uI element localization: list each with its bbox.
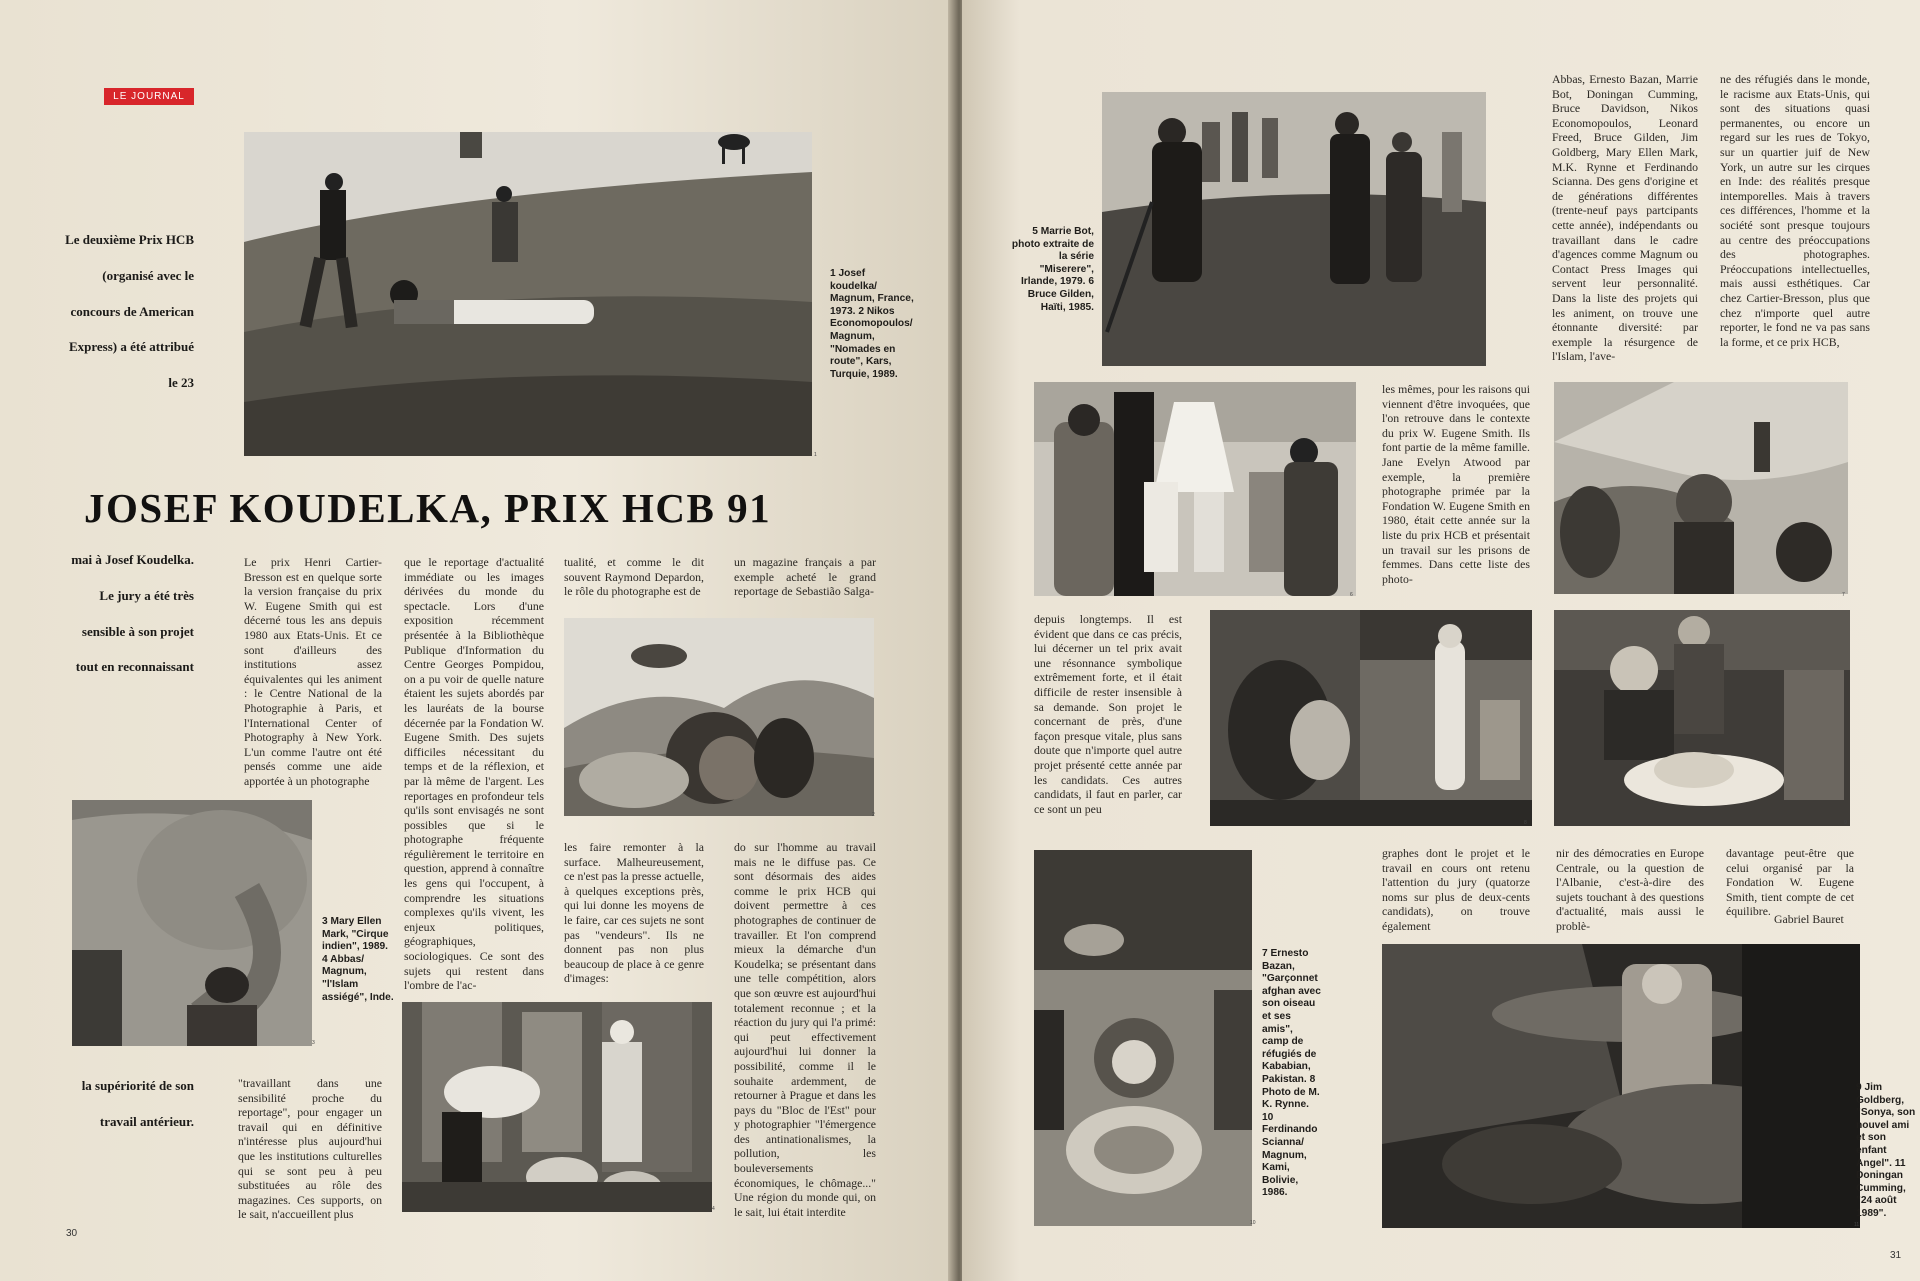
headline: JOSEF KOUDELKA, PRIX HCB 91 <box>84 485 772 531</box>
photo-garconnet-afghan <box>1554 382 1848 594</box>
photo-number: 4 <box>712 1206 715 1212</box>
photo-number: 10 <box>1250 1220 1256 1226</box>
article-column-10: nir des démocraties en Europe Centrale, ou la question de l'Albanie, c'est-à-dire des sujets touchant à des questions d'actualité, mais aussi le problè- <box>1556 846 1704 933</box>
pull-quote-2: mai à Josef Koudelka. Le jury a été très sensible à son projet tout en reconnaissant <box>71 552 194 675</box>
caption-photos-3-4: 3 Mary Ellen Mark, "Cirque indien", 1989. 4 Abbas/ Magnum, "l'Islam assiégé", Inde. <box>322 916 394 1003</box>
caption-photos-9-11: 9 Jim Goldberg, "Sonya, son nouvel ami et son enfant Angel". 11 Doningan Cumming, "24 août 1989". <box>1856 1082 1916 1219</box>
photo-number: 9 <box>1844 820 1847 826</box>
caption-photos-7-8-10: 7 Ernesto Bazan, "Garçonnet afghan avec son oiseau et ses amis", camp de réfugiés de Kababian, Pakistan. 8 Photo de M. K. Rynne. 10 Ferdinando Scianna/ Magnum, Kami, Bolivie, 1986. <box>1262 948 1321 1199</box>
caption-photos-1-2: 1 Josef koudelka/ Magnum, France, 1973. 2 Nikos Economopoulos/ Magnum, "Nomades en route", Kars, Turquie, 1989. <box>830 268 914 380</box>
article-column-1: Le prix Henri Cartier-Bresson est en quelque sorte la version française du prix W. Eugene Smith qui est décerné tous les ans depuis 1980 aux Etats-Unis. Et ce sont d'ailleurs des institutions assez équivalentes qui les animent : le Centre National de la Photographie à Paris, et l'International Center of Photography à New York. L'un comme l'autre ont été pensés comme une aide apportée à un photographe <box>244 555 382 788</box>
photo-cirque-indien <box>72 800 312 1046</box>
article-column-1-continued: "travaillant dans une sensibilité proche du reportage", pour engager un travail qui en définitive n'intéresse plus aujourd'hui que les institutions culturelles qui se sont peu à peu substituées au rôle des magazines. Ces supports, on le sait, n'accueillent plus <box>238 1076 382 1222</box>
article-column-4: un magazine français a par exemple acheté le grand reportage de Sebastião Salga- <box>734 555 876 599</box>
right-page <box>962 0 1920 1281</box>
page-number-right: 31 <box>1890 1250 1902 1261</box>
article-column-5: Abbas, Ernesto Bazan, Marrie Bot, Doningan Cumming, Bruce Davidson, Nikos Economopoulos, Leonard Freed, Bruce Gilden, Jim Goldberg, Mary Ellen Mark, M.K. Rynne et Ferdinando Scianna. Des gens d'origine et de générations différentes (trente-neuf pays partcipants cette année), indépendants ou travaillant dans le cadre d'agences comme Magnum ou Contact Press Images qui servent leur personnalité. Dans la liste des projets qui les animent, on trouve une étonnante diversité: par exemple la résurgence de l'Islam, l'ave- <box>1552 72 1698 364</box>
page-number-left: 30 <box>66 1228 78 1239</box>
photo-number: 6 <box>1350 592 1353 598</box>
pull-quote-3: la supériorité de son travail antérieur. <box>81 1078 194 1129</box>
photo-haiti <box>1034 382 1356 596</box>
article-column-2: que le reportage d'actualité immédiate ou les images dérivées du monde du spectacle. Lors d'une exposition récemment présentée à la Bibliothèque Publique d'Information du Centre Georges Pompidou, on a pu voir de quelle nature étaient les sujets abordés par les lauréats de la bourse décernée par la Fondation W. Eugene Smith. Des sujets difficiles nécessitant du temps et de la réflexion, et par là même de l'argent. Les reportages en profondeur tels qu'ils sont envisagés ne sont possibles que si le photographe fréquente régulièrement le territoire en question, apprend à connaître les gens qui l'occupent, à comprendre les situations complexes qu'ils vivent, les enjeux politiques, géographiques, sociologiques. Ce sont des sujets qui restent dans l'ombre de l'ac- <box>404 555 544 993</box>
pull-quote-1: Le deuxième Prix HCB (organisé avec le concours de American Express) a été attribué le 23 <box>65 232 194 391</box>
article-column-6: ne des réfugiés dans le monde, le racisme aux Etats-Unis, qui sont des situations quasi permanentes, ou encore un regard sur les rues de Tokyo, sur un quartier juif de New York, un autre sur les cirques en Inde: des réalités presque intemporelles. Mais à travers ces différences, l'homme et la société sont presque toujours au centre des préoccupations des photographes. Préoccupations intellectuelles, mais aussi esthétiques. Car chez Cartier-Bresson, plus que chez n'importe quel autre reporter, le fond ne va pas sans la forme, et ce prix HCB, <box>1720 72 1870 349</box>
article-column-9: graphes dont le projet et le travail en cours ont retenu l'attention du jury (quatorze noms sur plus de deux-cents candidats), on trouve également <box>1382 846 1530 933</box>
left-page <box>0 0 955 1281</box>
author-signature: Gabriel Bauret <box>1774 912 1844 926</box>
photo-nomades-en-route <box>564 618 874 816</box>
article-column-4-continued: do sur l'homme au travail mais ne le diffuse pas. Ce sont désormais des aides comme le prix HCB qui doivent permettre à ces photographes de continuer de travailler. Et l'on comprend mieux la démarche d'un Koudelka; se présentant dans une telle compétition, alors que son œuvre est aujourd'hui totalement reconnue ; et la réaction du jury qui l'a primé: qui peut effectivement aujourd'hui lui donner la possibilité, comme il le souhaite ardemment, de retourner à Prague et dans les pays du "Bloc de l'Est" pour y photographier "l'émergence des antinationalismes, la pollution, les bouleversements économiques, le chômage..." Une région du monde qui, on le sait, lui était interdite <box>734 840 876 1219</box>
article-column-11: davantage peut-être que celui organisé par la Fondation W. Eugene Smith, tient compte de cet équilibre. <box>1726 846 1854 919</box>
photo-islam-assiege <box>402 1002 712 1212</box>
photo-24-aout-1989 <box>1382 944 1860 1228</box>
article-column-3: tualité, et comme le dit souvent Raymond Depardon, le rôle du photographe est de <box>564 555 704 599</box>
photo-number: 1 <box>814 452 817 458</box>
photo-number: 8 <box>1524 820 1527 826</box>
photo-koudelka-france <box>244 132 812 456</box>
photo-sonya <box>1554 610 1850 826</box>
photo-rynne <box>1210 610 1532 826</box>
photo-number: 2 <box>872 812 875 818</box>
photo-number: 11 <box>1854 1222 1860 1228</box>
photo-number: 5 <box>1482 362 1485 368</box>
caption-photos-5-6: 5 Marrie Bot, photo extraite de la série "Miserere", Irlande, 1979. 6 Bruce Gilden, Haïti, 1985. <box>1011 226 1094 313</box>
photo-number: 3 <box>312 1040 315 1046</box>
article-column-8: depuis longtemps. Il est évident que dans ce cas précis, lui décerner un tel prix avait une résonnance symbolique extrêmement forte, et il était difficile de rester insensible à sa demande. Son projet le concernant de près, d'une façon presque vitale, plus sans doute que n'importe quel autre projet présenté cette année par les candidats. Ces autres candidats, il faut en parler, car ce sont un peu <box>1034 612 1182 816</box>
photo-miserere <box>1102 92 1486 366</box>
article-column-3-continued: les faire remonter à la surface. Malheureusement, ce n'est pas la presse actuelle, à quelques exceptions près, qui lui donne les moyens de le faire, car ces sujets ne sont pas "vendeurs". Ils ne donnent pas non plus beaucoup de place à ce genre d'images: <box>564 840 704 986</box>
article-column-7: les mêmes, pour les raisons qui viennent d'être invoquées, que l'on retrouve dans le contexte du prix W. Eugene Smith. Ils font partie de la même famille. Jane Evelyn Atwood par exemple, la première photographe primée par la Fondation W. Eugene Smith en 1980, était cette année sur la liste du prix HCB et présentait un travail sur les prisons de femmes. Dans cette liste des photo- <box>1382 382 1530 586</box>
photo-kami-bolivie <box>1034 850 1252 1226</box>
section-tag: LE JOURNAL <box>104 88 194 105</box>
photo-number: 7 <box>1842 592 1845 598</box>
